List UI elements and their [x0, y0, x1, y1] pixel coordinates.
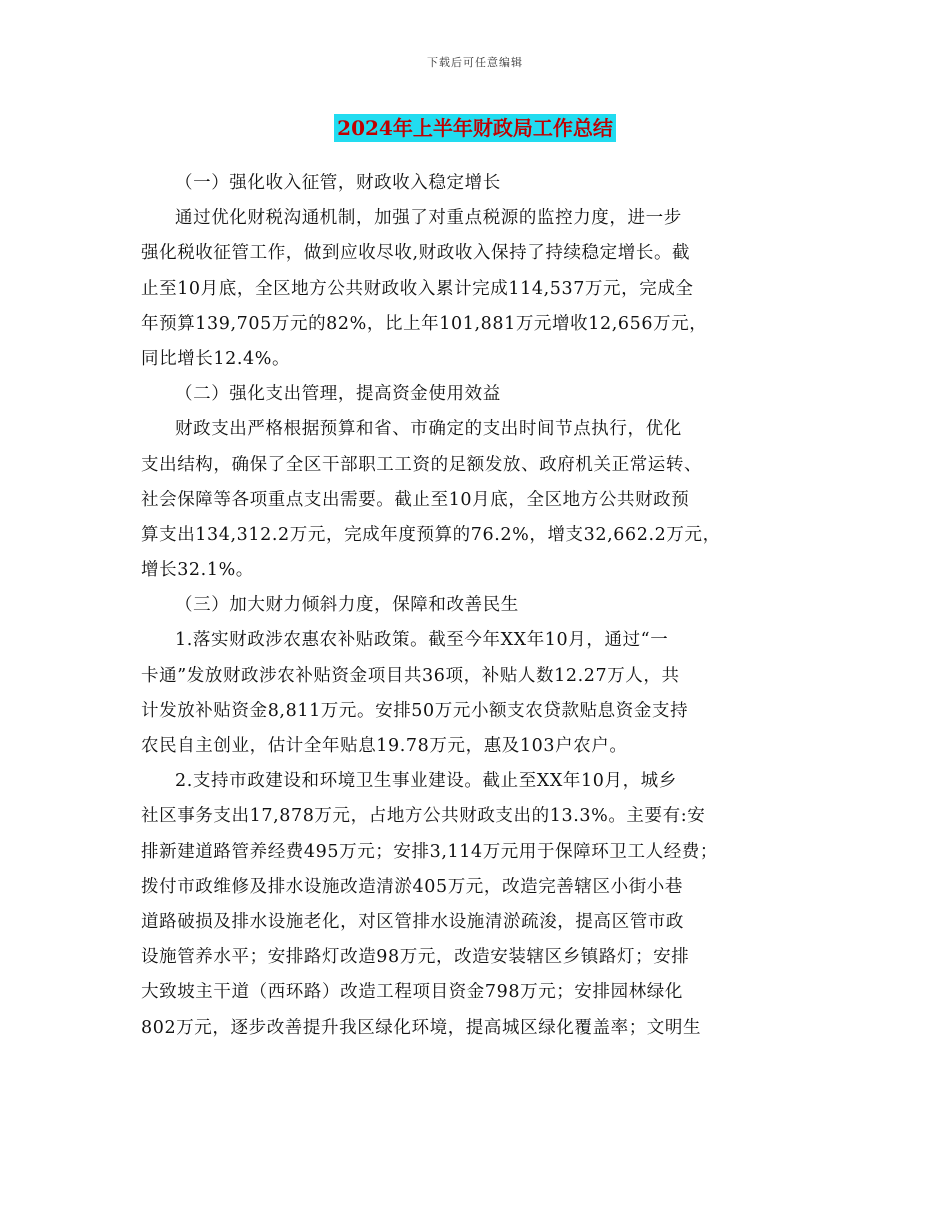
paragraph-line: 增长32.1%。 — [141, 560, 254, 581]
paragraph-line: 年预算139,705万元的82%，比上年101,881万元增收12,656万元， — [141, 313, 708, 334]
paragraph-line: 2.支持市政建设和环境卫生事业建设。截止至XX年10月，城乡 — [175, 771, 677, 792]
section-heading-1: （一）强化收入征管，财政收入稳定增长 — [175, 173, 501, 193]
paragraph-line: 同比增长12.4%。 — [141, 348, 291, 369]
section-heading-3: （三）加大财力倾斜力度，保障和改善民生 — [175, 595, 519, 616]
paragraph-line: 通过优化财税沟通机制，加强了对重点税源的监控力度，进一步 — [175, 208, 682, 229]
section-heading-2: （二）强化支出管理，提高资金使用效益 — [175, 384, 501, 405]
paragraph-line: 802万元，逐步改善提升我区绿化环境，提高城区绿化覆盖率；文明生 — [141, 1017, 702, 1038]
paragraph-line: 农民自主创业，估计全年贴息19.78万元，惠及103户农户。 — [141, 736, 628, 756]
paragraph-line: 强化税收征管工作，做到应收尽收,财政收入保持了持续稳定增长。截 — [141, 243, 691, 264]
paragraph-line: 财政支出严格根据预算和省、市确定的支出时间节点执行，优化 — [175, 419, 682, 440]
document-title: 2024年上半年财政局工作总结 — [334, 114, 616, 142]
paragraph-line: 计发放补贴资金8,811万元。安排50万元小额支农贷款贴息资金支持 — [141, 700, 689, 721]
paragraph-line: 排新建道路管养经费495万元；安排3,114万元用于保障环卫工人经费； — [141, 841, 718, 862]
title-container — [0, 114, 950, 142]
paragraph-line: 设施管养水平；安排路灯改造98万元，改造安装辖区乡镇路灯；安排 — [141, 947, 690, 968]
paragraph-line: 1.落实财政涉农惠农补贴政策。截至今年XX年10月，通过“一 — [175, 630, 669, 651]
paragraph-line: 社会保障等各项重点支出需要。截止至10月底，全区地方公共财政预 — [141, 489, 690, 510]
paragraph-line: 卡通”发放财政涉农补贴资金项目共36项，补贴人数12.27万人，共 — [141, 665, 680, 686]
paragraph-line: 拨付市政维修及排水设施改造清淤405万元，改造完善辖区小街小巷 — [141, 876, 683, 897]
paragraph-line: 大致坡主干道（西环路）改造工程项目资金798万元；安排园林绿化 — [141, 982, 683, 1003]
paragraph-line: 算支出134,312.2万元，完成年度预算的76.2%，增支32,662.2万元， — [141, 524, 721, 545]
paragraph-line: 道路破损及排水设施老化，对区管排水设施清淤疏浚，提高区管市政 — [141, 911, 684, 932]
document-body — [141, 166, 811, 1046]
page-header-note: 下载后可任意编辑 — [427, 56, 523, 69]
paragraph-line: 止至10月底，全区地方公共财政收入累计完成114,537万元，完成全 — [141, 278, 694, 299]
paragraph-line: 社区事务支出17,878万元，占地方公共财政支出的13.3%。主要有:安 — [141, 806, 706, 827]
paragraph-line: 支出结构，确保了全区干部职工工资的足额发放、政府机关正常运转、 — [141, 454, 703, 475]
